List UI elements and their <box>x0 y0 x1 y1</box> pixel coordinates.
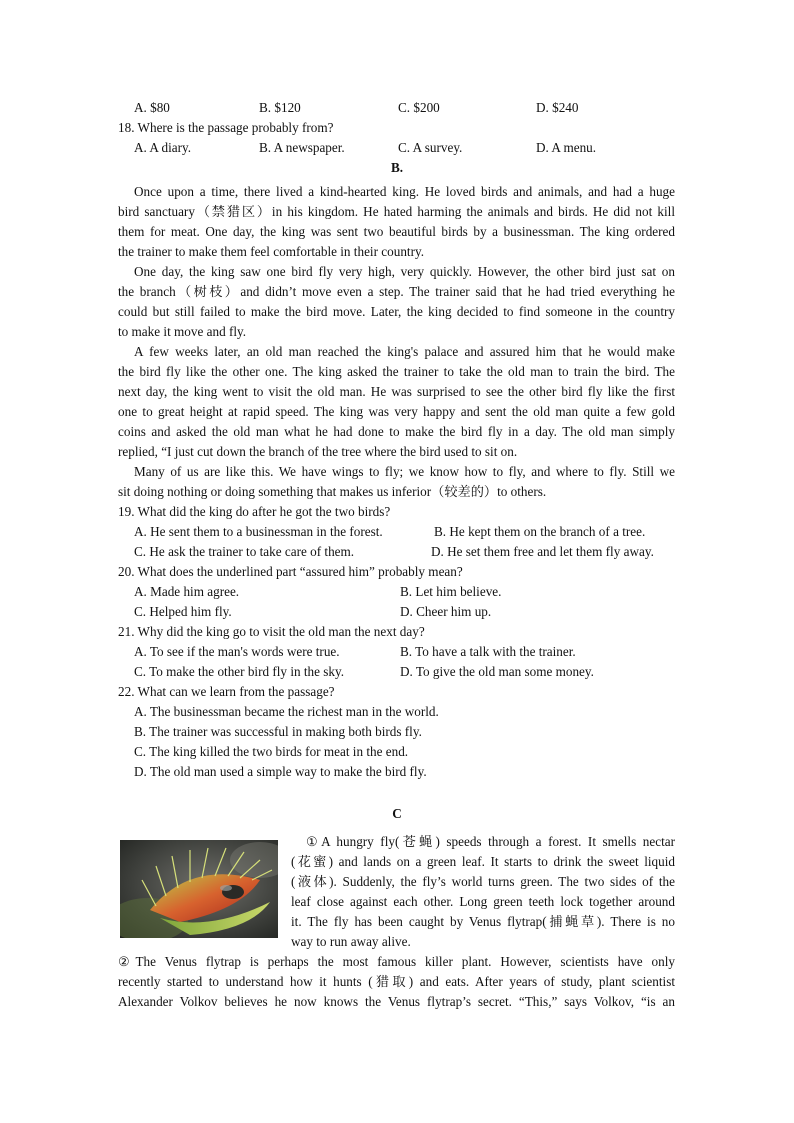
q20-option-b: B. Let him believe. <box>400 584 502 599</box>
passage-b-line: One day, the king saw one bird fly very high, very quickly. However, the other bird just sat on <box>134 264 675 279</box>
passage-b-line: the trainer to make them feel comfortable in their country. <box>118 244 424 259</box>
q17-option-a: A. $80 <box>134 100 170 115</box>
q22-question: 22. What can we learn from the passage? <box>118 684 335 699</box>
passage-b-line: the branch（树枝）and didn’t move even a step. The trainer said that he had tried everything he <box>118 284 675 299</box>
q19-option-c: C. He ask the trainer to take care of them. <box>134 544 355 559</box>
q21-option-d: D. To give the old man some money. <box>400 664 594 679</box>
passage-c-line: (花蜜) and lands on a green leaf. It starts to drink the sweet liquid <box>291 854 675 869</box>
q20-option-d: D. Cheer him up. <box>400 604 492 619</box>
passage-c-line: way to run away alive. <box>291 934 411 949</box>
section-b-heading: B. <box>390 160 404 175</box>
passage-b-line: them for meat. One day, the king was sent two beautiful birds by a businessman. The king ordered <box>118 224 675 239</box>
q17-option-b: B. $120 <box>259 100 301 115</box>
q20-question: 20. What does the underlined part “assured him” probably mean? <box>118 564 463 579</box>
q18-question: 18. Where is the passage probably from? <box>118 120 334 135</box>
q19-option-a: A. He sent them to a businessman in the forest. <box>134 524 383 539</box>
venus-flytrap-photo <box>120 840 278 938</box>
q21-question: 21. Why did the king go to visit the old man the next day? <box>118 624 425 639</box>
passage-c-line: Alexander Volkov believes he now knows the Venus flytrap’s secret. “This,” says Volkov, “is an <box>118 994 675 1009</box>
passage-b-line: bird sanctuary（禁猎区）in his kingdom. He hated harming the animals and birds. He did not kill <box>118 204 675 219</box>
passage-b-line: next day, the king went to visit the old man. He was surprised to see the other bird fly like the first <box>118 384 675 399</box>
q22-option-c: C. The king killed the two birds for meat in the end. <box>134 744 409 759</box>
passage-c-line: recently started to understand how it hunts (猎取) and eats. After years of study, plant scientist <box>118 974 675 989</box>
passage-c-line: (液体). Suddenly, the fly’s world turns green. The two sides of the <box>291 874 675 889</box>
passage-b-line: sit doing nothing or doing something that makes us inferior（较差的）to others. <box>118 484 547 499</box>
passage-b-line: the bird fly like the other one. The king asked the trainer to take the old man to train the bird. The <box>118 364 675 379</box>
passage-b-line: could but still failed to make the bird move. Later, the king decided to find someone in the country <box>118 304 675 319</box>
q18-option-a: A. A diary. <box>134 140 192 155</box>
q22-option-d: D. The old man used a simple way to make the bird fly. <box>134 764 427 779</box>
q22-option-b: B. The trainer was successful in making both birds fly. <box>134 724 422 739</box>
passage-b-line: replied, “I just cut down the branch of the tree where the bird used to sit on. <box>118 444 518 459</box>
passage-b-line: coins and asked the old man what he had done to make the bird fly in a day. The old man simply <box>118 424 675 439</box>
passage-c-line: leaf close against each other. Long green teeth lock together around <box>291 894 675 909</box>
q21-option-b: B. To have a talk with the trainer. <box>400 644 576 659</box>
q20-option-a: A. Made him agree. <box>134 584 240 599</box>
q21-option-c: C. To make the other bird fly in the sky. <box>134 664 345 679</box>
q17-option-c: C. $200 <box>398 100 440 115</box>
passage-b-line: Many of us are like this. We have wings to fly; we know how to fly, and where to fly. Still we <box>134 464 675 479</box>
passage-b-line: A few weeks later, an old man reached the king's palace and assured him that he would make <box>134 344 675 359</box>
passage-b-line: to make it move and fly. <box>118 324 247 339</box>
q18-option-b: B. A newspaper. <box>259 140 345 155</box>
passage-c-line: ①A hungry fly(苍蝇) speeds through a forest. It smells nectar <box>306 834 675 849</box>
q19-option-b: B. He kept them on the branch of a tree. <box>434 524 646 539</box>
passage-b-line: one to great height at rapid speed. The king was very happy and sent the old man quite a few gold <box>118 404 675 419</box>
section-c-heading: C <box>392 806 402 821</box>
passage-b-line: Once upon a time, there lived a kind-hearted king. He loved birds and animals, and had a huge <box>134 184 675 199</box>
q18-option-d: D. A menu. <box>536 140 597 155</box>
q22-option-a: A. The businessman became the richest man in the world. <box>134 704 439 719</box>
q20-option-c: C. Helped him fly. <box>134 604 232 619</box>
q18-option-c: C. A survey. <box>398 140 463 155</box>
q21-option-a: A. To see if the man's words were true. <box>134 644 340 659</box>
passage-c-line: ②The Venus flytrap is perhaps the most famous killer plant. However, scientists have only <box>118 954 675 969</box>
q17-option-d: D. $240 <box>536 100 579 115</box>
q19-option-d: D. He set them free and let them fly away. <box>431 544 654 559</box>
q19-question: 19. What did the king do after he got the two birds? <box>118 504 391 519</box>
passage-c-line: it. The fly has been caught by Venus flytrap(捕蝇草). There is no <box>291 914 675 929</box>
